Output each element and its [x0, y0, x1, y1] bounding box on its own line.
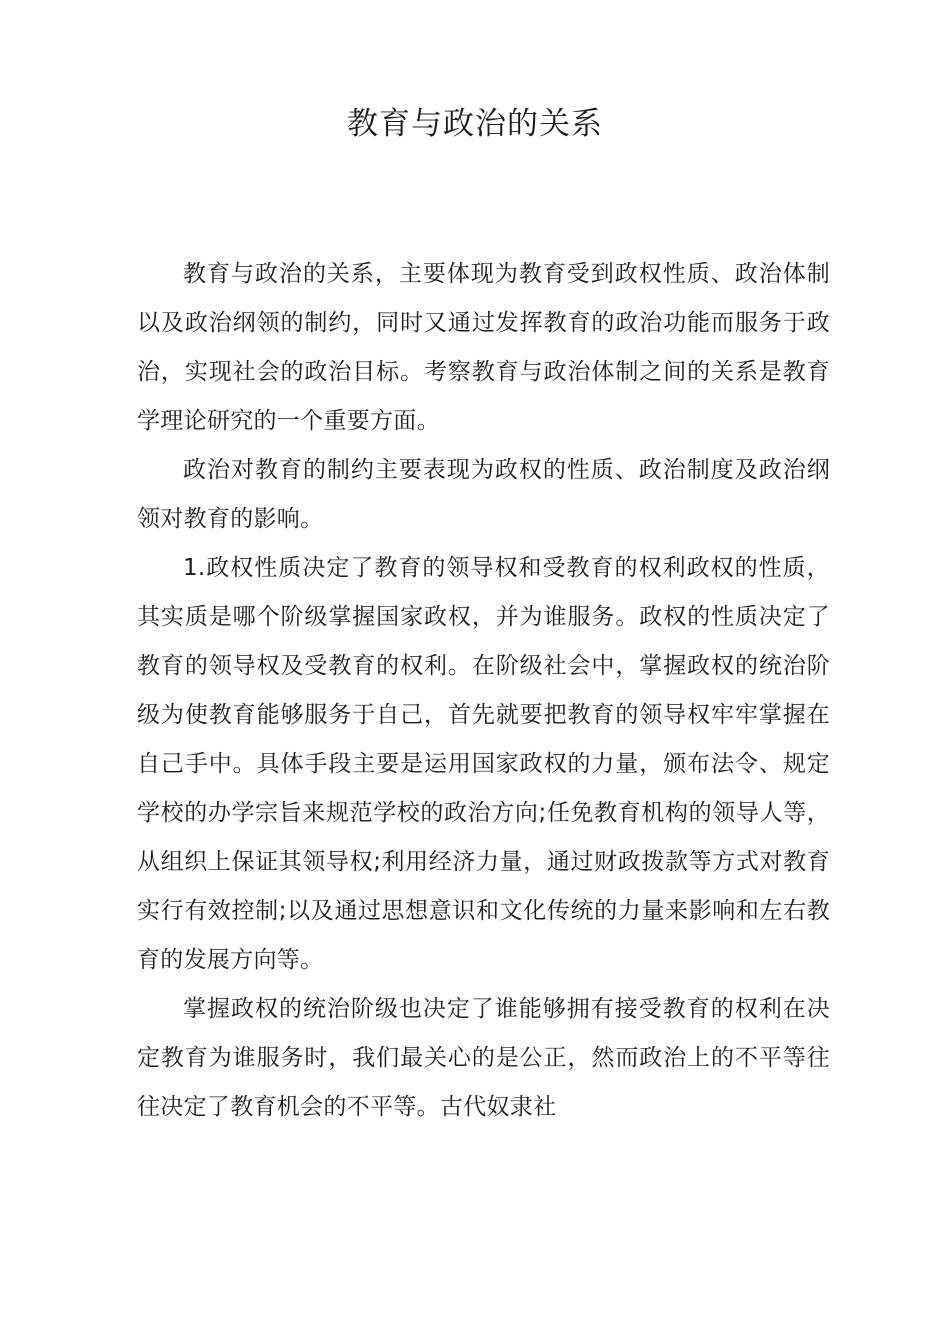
- paragraph-intro: 教育与政治的关系，主要体现为教育受到政权性质、政治体制以及政治纲领的制约，同时又通过发挥教育的政治功能而服务于政治，实现社会的政治目标。考察教育与政治体制之间的关系是教育学理论研究的一个重要方面。: [137, 261, 830, 434]
- paragraph-education-rights: 掌握政权的统治阶级也决定了谁能够拥有接受教育的权利在决定教育为谁服务时，我们最关心的是公正，然而政治上的不平等往往决定了教育机会的不平等。古代奴隶社: [137, 996, 830, 1120]
- paragraph-political-constraints: 政治对教育的制约主要表现为政权的性质、政治制度及政治纲领对教育的影响。: [137, 457, 830, 532]
- document-body: [137, 250, 830, 1132]
- document-title: 教育与政治的关系: [347, 106, 603, 142]
- paragraph-point-1: 1.政权性质决定了教育的领导权和受教育的权利政权的性质，其实质是哪个阶级掌握国家政权，并为谁服务。政权的性质决定了教育的领导权及受教育的权利。在阶级社会中，掌握政权的统治阶级为使教育能够服务于自己，首先就要把教育的领导权牢牢掌握在自己手中。具体手段主要是运用国家政权的力量，颁布法令、规定学校的办学宗旨来规范学校的政治方向;任免教育机构的领导人等，从组织上保证其领导权;利用经济力量，通过财政拨款等方式对教育实行有效控制;以及通过思想意识和文化传统的力量来影响和左右教育的发展方向等。: [137, 555, 830, 973]
